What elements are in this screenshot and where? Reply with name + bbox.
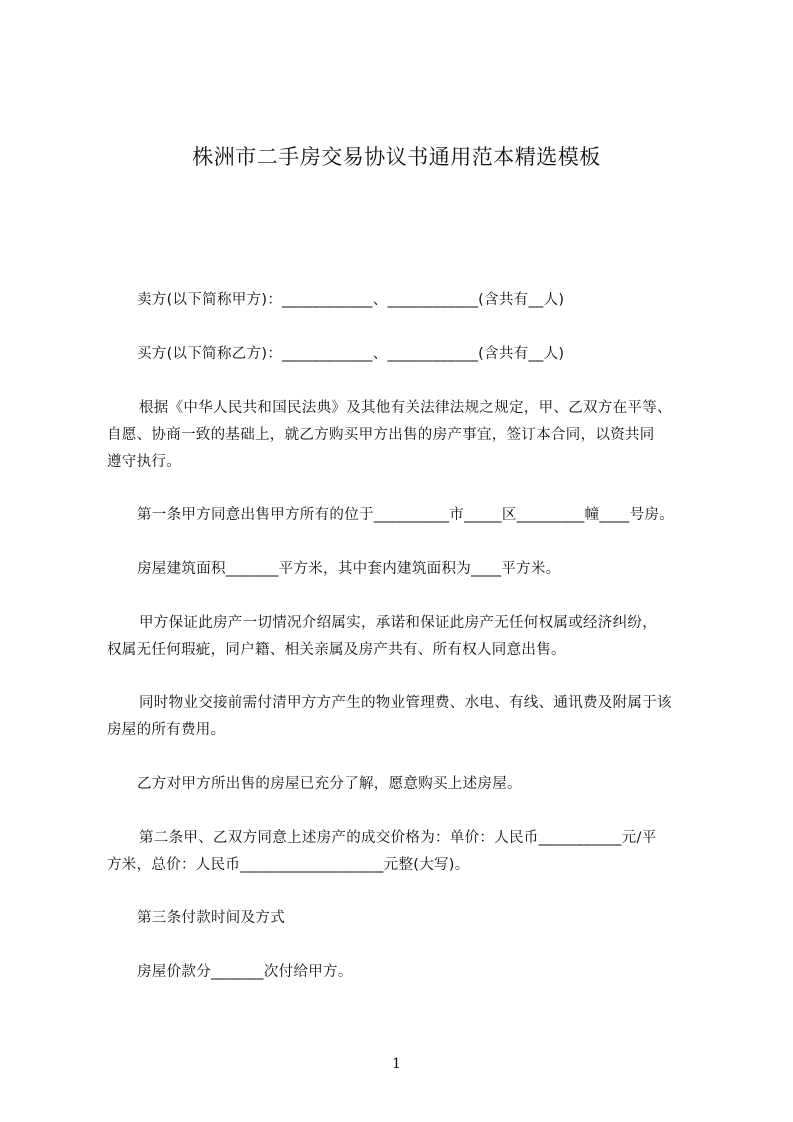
page-number: 1: [392, 1056, 401, 1072]
acknowledgement-line: 乙方对甲方所出售的房屋已充分了解，愿意购买上述房屋。: [137, 776, 522, 792]
article-3-heading: 第三条付款时间及方式: [137, 910, 285, 926]
fees-line-2: 房屋的所有费用。: [107, 722, 226, 738]
article-2-line-1: 第二条甲、乙双方同意上述房产的成交价格为：单价：人民币___________元/平: [139, 830, 657, 846]
seller-line: 卖方(以下简称甲方)：____________、____________(含共有__人): [137, 292, 565, 308]
fees-line-1: 同时物业交接前需付清甲方方产生的物业管理费、水电、有线、通讯费及附属于该: [139, 695, 672, 711]
installments-line: 房屋价款分_______次付给甲方。: [137, 964, 353, 980]
preamble-line-3: 遵守执行。: [107, 454, 181, 470]
article-2-line-2: 方米，总价：人民币___________________元整(大写)。: [107, 857, 470, 873]
preamble-line-1: 根据《中华人民共和国民法典》及其他有关法律法规之规定，甲、乙双方在平等、: [139, 400, 672, 416]
document-title: 株洲市二手房交易协议书通用范本精选模板: [192, 145, 601, 169]
preamble-line-2: 自愿、协商一致的基础上，就乙方购买甲方出售的房产事宜，签订本合同，以资共同: [107, 427, 655, 443]
area-line: 房屋建筑面积_______平方米，其中套内建筑面积为____平方米。: [137, 561, 561, 577]
guarantee-line-1: 甲方保证此房产一切情况介绍属实，承诺和保证此房产无任何权属或经济纠纷，: [139, 615, 657, 631]
buyer-line: 买方(以下简称乙方)：____________、____________(含共有__人): [137, 346, 565, 362]
article-1-line: 第一条甲方同意出售甲方所有的位于__________市_____区_________幢____号房。: [137, 507, 674, 523]
guarantee-line-2: 权属无任何瑕疵，同户籍、相关亲属及房产共有、所有权人同意出售。: [107, 642, 566, 658]
